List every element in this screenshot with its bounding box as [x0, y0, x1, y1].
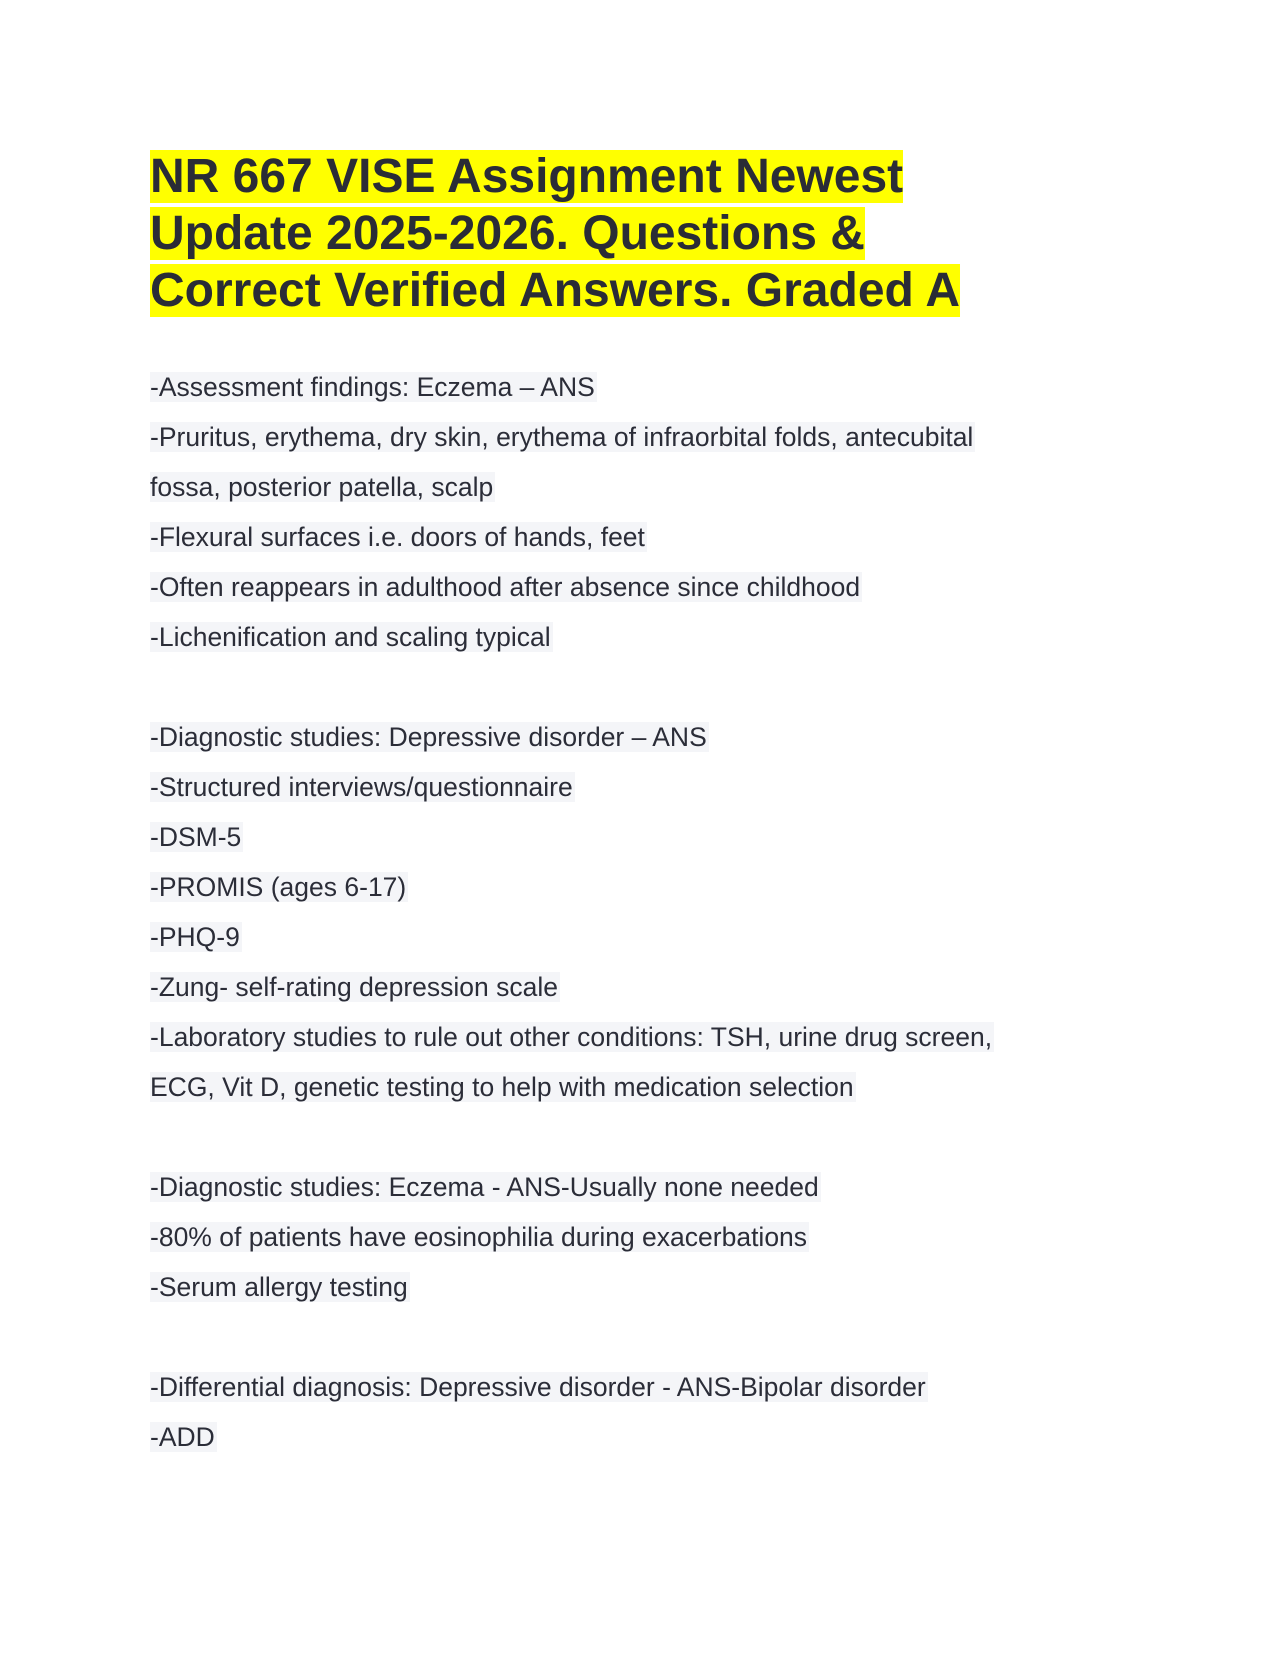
- text-line: -PROMIS (ages 6-17): [150, 872, 407, 902]
- section-eczema-diagnostics: [150, 1162, 1150, 1312]
- text-line: -Lichenification and scaling typical: [150, 622, 551, 652]
- text-line: -PHQ-9: [150, 922, 240, 952]
- title-line-3: Correct Verified Answers. Graded A: [150, 264, 961, 317]
- text-line: -Zung- self-rating depression scale: [150, 972, 558, 1002]
- title-line-1: NR 667 VISE Assignment Newest: [150, 150, 904, 203]
- text-line: -Differential diagnosis: Depressive disorder - ANS-Bipolar disorder: [150, 1372, 926, 1402]
- document-body: [150, 362, 1150, 1462]
- text-line: ECG, Vit D, genetic testing to help with medication selection: [150, 1072, 854, 1102]
- section-depression-diagnostics: [150, 712, 1150, 1112]
- text-line: -Pruritus, erythema, dry skin, erythema of infraorbital folds, antecubital: [150, 422, 974, 452]
- document-page: [150, 148, 1150, 1462]
- text-line: fossa, posterior patella, scalp: [150, 472, 494, 502]
- text-line: -Structured interviews/questionnaire: [150, 772, 573, 802]
- blank-line: [150, 662, 1150, 712]
- text-line: -DSM-5: [150, 822, 242, 852]
- section-eczema-assessment: [150, 362, 1150, 662]
- text-line: -Often reappears in adulthood after absence since childhood: [150, 572, 861, 602]
- text-line: -Serum allergy testing: [150, 1272, 408, 1302]
- text-line: -Laboratory studies to rule out other conditions: TSH, urine drug screen,: [150, 1022, 993, 1052]
- section-depression-differential: [150, 1362, 1150, 1462]
- text-line: -Diagnostic studies: Eczema - ANS-Usually none needed: [150, 1172, 819, 1202]
- blank-line: [150, 1112, 1150, 1162]
- text-line: -Diagnostic studies: Depressive disorder – ANS: [150, 722, 707, 752]
- text-line: -ADD: [150, 1422, 215, 1452]
- document-title: [150, 148, 1150, 319]
- blank-line: [150, 1312, 1150, 1362]
- text-line: -Assessment findings: Eczema – ANS: [150, 372, 595, 402]
- text-line: -Flexural surfaces i.e. doors of hands, feet: [150, 522, 645, 552]
- text-line: -80% of patients have eosinophilia during exacerbations: [150, 1222, 808, 1252]
- title-line-2: Update 2025-2026. Questions &: [150, 207, 865, 260]
